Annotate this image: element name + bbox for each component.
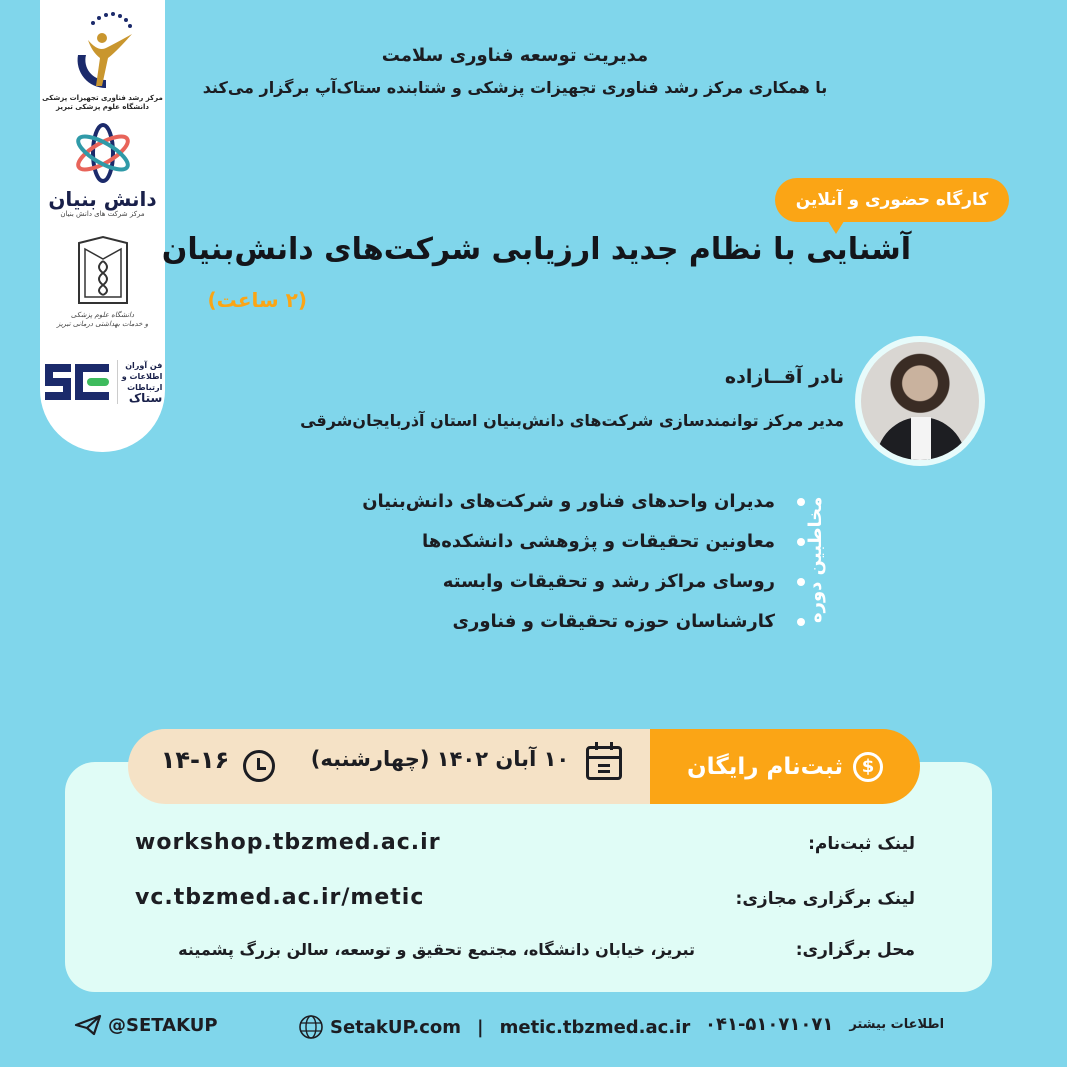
- audience-item: [362, 602, 805, 642]
- partner-logos-panel: [40, 0, 165, 452]
- bullet-icon: [797, 578, 805, 586]
- setak-mark-icon: [43, 360, 111, 404]
- event-duration: (۲ ساعت): [207, 288, 307, 312]
- setak-wordmark: [117, 360, 163, 404]
- daneshbonyan-caption: مرکز شرکت های دانش بنیان: [60, 210, 145, 218]
- event-time: ۱۴-۱۶: [160, 746, 230, 774]
- website2-link[interactable]: metic.tbzmed.ac.ir: [499, 1016, 691, 1038]
- audience-item-text: معاونین تحقیقات و پژوهشی دانشکده‌ها: [421, 531, 775, 552]
- audience-item-text: مدیران واحدهای فناور و شرکت‌های دانش‌بنیان: [362, 491, 775, 512]
- incubator-caption-1: مرکز رشد فناوری تجهیزات پزشکی: [42, 94, 163, 102]
- virtual-link[interactable]: vc.tbzmed.ac.ir/metic: [135, 885, 425, 910]
- university-logo: [40, 235, 165, 329]
- free-registration-button[interactable]: [650, 729, 920, 804]
- footer-separator: |: [477, 1016, 484, 1038]
- setak-line-2: اطلاعات و: [121, 372, 163, 381]
- setak-line-3: ارتباطات: [127, 383, 163, 392]
- workshop-type-badge: کارگاه حضوری و آنلاین: [775, 178, 1009, 222]
- event-date: ۱۰ آبان ۱۴۰۲ (چهارشنبه): [310, 747, 570, 771]
- speaker-avatar: [855, 336, 985, 466]
- incubator-emblem-icon: [68, 10, 138, 90]
- university-caption-2: و خدمات بهداشتی درمانی تبریز: [56, 320, 149, 328]
- speaker-name: نادر آقــازاده: [724, 366, 844, 388]
- globe-icon: [298, 1014, 324, 1040]
- telegram-contact[interactable]: [74, 1014, 218, 1036]
- audience-item: [362, 482, 805, 522]
- cooperation-line: با همکاری مرکز رشد فناوری تجهیزات پزشکی و شتابنده ستاک‌آپ برگزار می‌کند: [202, 78, 828, 97]
- registration-link-label: لینک ثبت‌نام:: [808, 834, 915, 854]
- university-emblem-icon: [75, 235, 131, 307]
- audience-item: [362, 562, 805, 602]
- event-title: آشنایی با نظام جدید ارزیابی شرکت‌های دانش‌بنیان: [161, 232, 911, 267]
- audience-item-text: روسای مراکز رشد و تحقیقات وابسته: [442, 571, 775, 592]
- phone-contact: [705, 1014, 944, 1035]
- more-info-label: اطلاعات بیشتر: [849, 1017, 945, 1032]
- incubator-logo: [40, 10, 165, 112]
- setak-line-4: ستاک: [128, 391, 163, 405]
- speaker-role: مدیر مرکز توانمندسازی شرکت‌های دانش‌بنیان استان آذربایجان‌شرقی: [300, 411, 844, 430]
- bullet-icon: [797, 538, 805, 546]
- daneshbonyan-logo: [40, 122, 165, 219]
- speaker-photo: [861, 342, 979, 460]
- audience-item-text: کارشناسان حوزه تحقیقات و فناوری: [452, 611, 775, 632]
- venue-label: محل برگزاری:: [795, 940, 915, 960]
- telegram-handle: @SETAKUP: [108, 1014, 218, 1036]
- registration-link[interactable]: workshop.tbzmed.ac.ir: [135, 830, 441, 855]
- organizer-title: مدیریت توسعه فناوری سلامت: [381, 45, 649, 66]
- daneshbonyan-title: دانش بنیان: [48, 187, 157, 211]
- bullet-icon: [797, 618, 805, 626]
- clock-icon: [243, 750, 275, 782]
- university-caption-1: دانشگاه علوم پزشکی: [70, 311, 135, 319]
- audience-label: مخاطبین دوره: [805, 496, 826, 624]
- bullet-icon: [797, 498, 805, 506]
- phone-number[interactable]: ۰۴۱-۵۱۰۷۱۰۷۱: [705, 1014, 834, 1035]
- venue-address: تبریز، خیابان دانشگاه، مجتمع تحقیق و توسعه، سالن بزرگ پشمینه: [178, 940, 695, 959]
- website-link[interactable]: SetakUP.com: [330, 1016, 462, 1038]
- website-contact: [298, 1014, 690, 1040]
- audience-list: [362, 482, 805, 642]
- virtual-link-label: لینک برگزاری مجازی:: [735, 889, 915, 909]
- incubator-caption-2: دانشگاه علوم پزشکی تبریز: [56, 103, 149, 111]
- speaker-shirt: [911, 417, 931, 460]
- dollar-icon: $: [853, 752, 883, 782]
- atom-emblem-icon: [73, 122, 133, 184]
- calendar-icon: [586, 746, 622, 780]
- audience-item: [362, 522, 805, 562]
- registration-label: ثبت‌نام رایگان: [687, 753, 843, 780]
- setak-line-1: فن آوران: [125, 361, 163, 370]
- setak-logo: [40, 360, 165, 404]
- telegram-icon: [74, 1014, 102, 1036]
